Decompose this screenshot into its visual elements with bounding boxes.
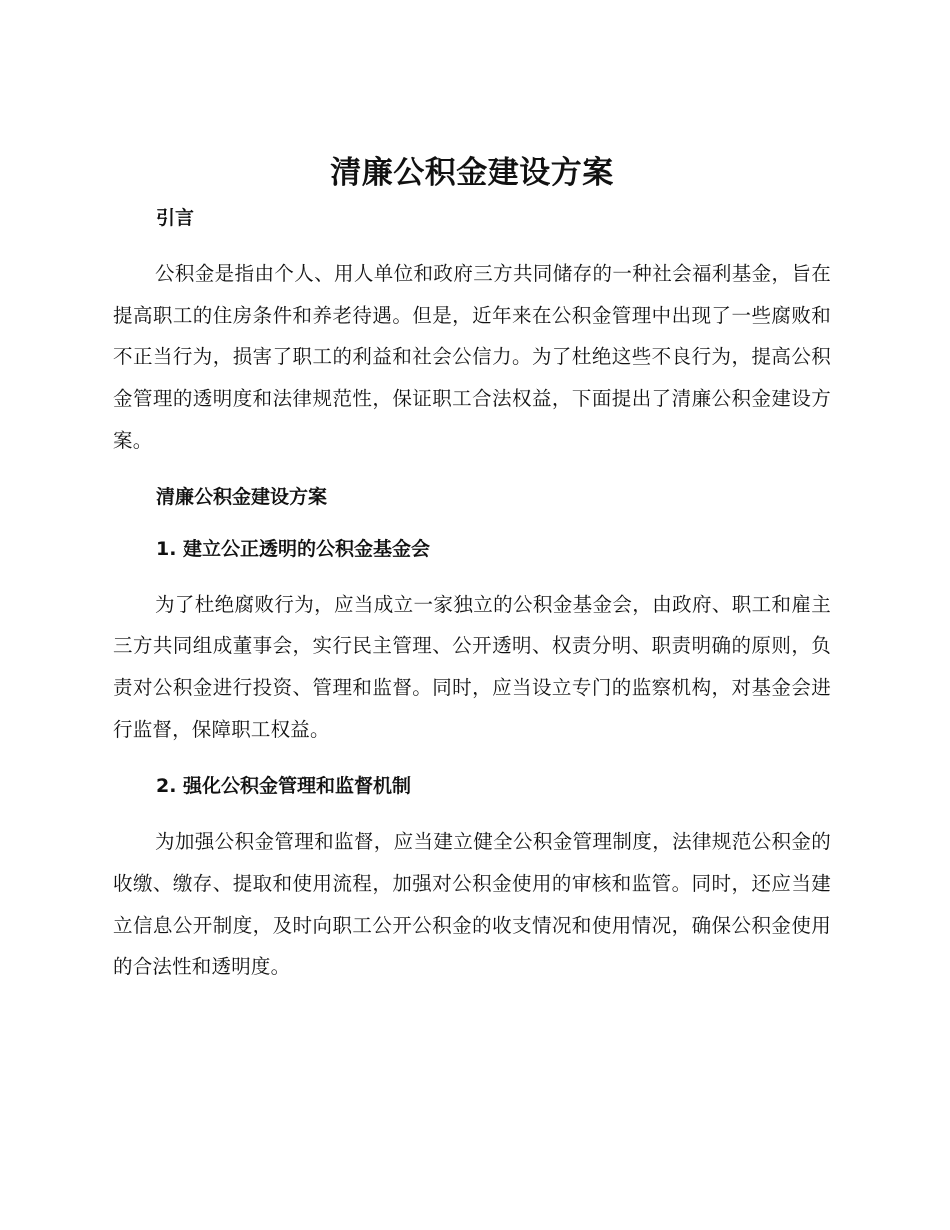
section-heading-supervision: 2. 强化公积金管理和监督机制 — [156, 775, 412, 798]
paragraph-supervision: 为加强公积金管理和监督，应当建立健全公积金管理制度，法律规范公积金的收缴、缴存、提取和使用流程，加强对公积金使用的审核和监管。同时，还应当建立信息公开制度，及时向职工公开公积金的收支情况和使用情况，确保公积金使用的合法性和透明度。 — [113, 830, 831, 979]
section-heading-introduction: 引言 — [156, 207, 195, 229]
paragraph-introduction: 公积金是指由个人、用人单位和政府三方共同储存的一种社会福利基金，旨在提高职工的住房条件和养老待遇。但是，近年来在公积金管理中出现了一些腐败和不正当行为，损害了职工的利益和社会公信力。为了杜绝这些不良行为，提高公积金管理的透明度和法律规范性，保证职工合法权益，下面提出了清廉公积金建设方案。 — [113, 262, 831, 452]
section-heading-foundation: 1. 建立公正透明的公积金基金会 — [156, 537, 431, 560]
paragraph-foundation: 为了杜绝腐败行为，应当成立一家独立的公积金基金会，由政府、职工和雇主三方共同组成董事会，实行民主管理、公开透明、权责分明、职责明确的原则，负责对公积金进行投资、管理和监督。同时，应当设立专门的监察机构，对基金会进行监督，保障职工权益。 — [113, 592, 831, 741]
document-body — [113, 150, 831, 988]
document-title: 清廉公积金建设方案 — [330, 155, 614, 191]
section-heading-plan: 清廉公积金建设方案 — [156, 485, 328, 508]
